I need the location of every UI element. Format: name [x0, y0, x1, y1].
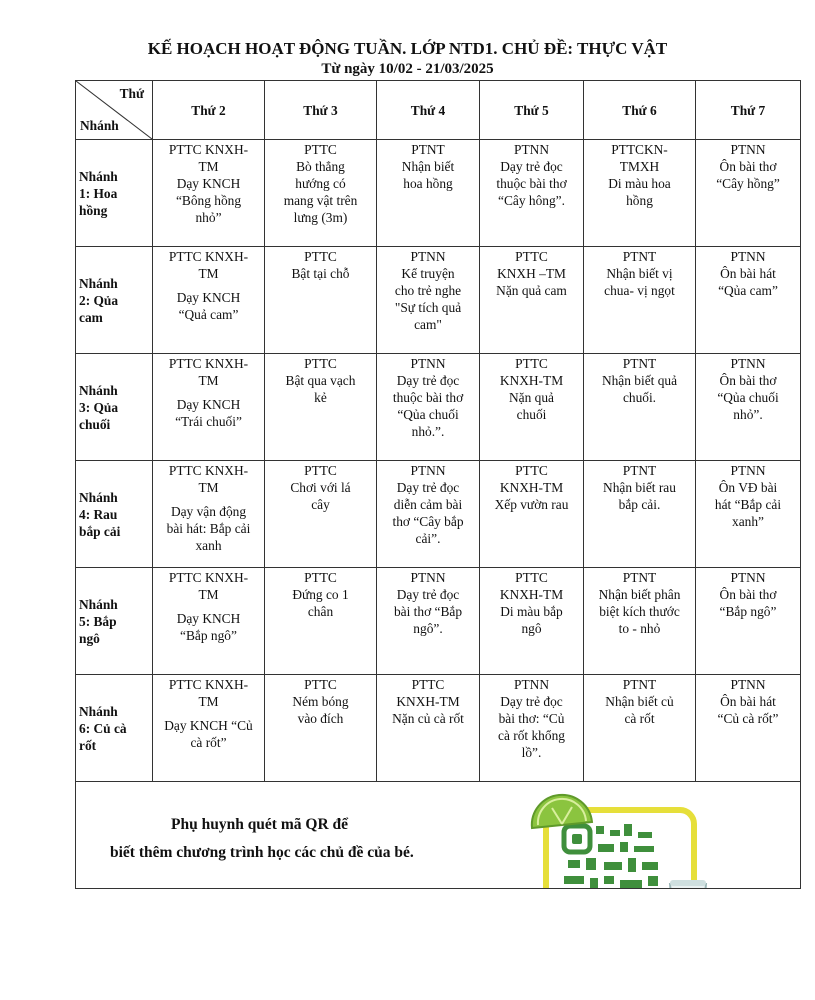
activity-line: PTTC — [304, 142, 337, 157]
activity-cell — [480, 140, 584, 247]
branch-label: Nhánh — [79, 489, 118, 505]
activity-line — [156, 496, 261, 503]
activity-line: “Bông hồng — [175, 193, 242, 208]
page-title: KẾ HOẠCH HOẠT ĐỘNG TUẦN. LỚP NTD1. CHỦ ĐỀ: THỰC VẬT — [147, 39, 668, 58]
activity-line — [156, 282, 261, 289]
activity-line: Dạy trẻ đọc — [396, 587, 460, 602]
activity-line: PTNT — [622, 356, 657, 371]
activity-line: Dạy KNCH — [176, 397, 241, 412]
activity-line: Chơi với lá — [290, 480, 351, 495]
activity-line: bài thơ “Bắp — [393, 604, 463, 619]
header-row — [76, 81, 801, 140]
activity-line: chân — [307, 604, 334, 619]
activity-line: PTNT — [622, 677, 657, 692]
activity-line: “Bắp ngô” — [180, 628, 237, 643]
activity-cell — [480, 354, 584, 461]
activity-line: chua- vị ngọt — [604, 283, 675, 298]
table-row — [76, 247, 801, 354]
activity-line: Ôn bài thơ — [719, 373, 777, 388]
activity-cell — [584, 247, 696, 354]
activity-line: PTTC — [304, 570, 337, 585]
activity-line: “Bắp ngô” — [719, 604, 777, 619]
activity-line: Bật tại chỗ — [291, 266, 350, 281]
activity-line: hát “Bắp cải — [714, 497, 782, 512]
activity-cell — [480, 461, 584, 568]
activity-line: PTTC KNXH- — [168, 356, 249, 371]
activity-line: KNXH-TM — [499, 373, 564, 388]
activity-cell — [377, 247, 480, 354]
branch-label: hồng — [79, 202, 108, 218]
day-header: Thứ 4 — [377, 81, 480, 140]
activity-line: KNXH-TM — [499, 587, 564, 602]
activity-line: nhỏ.”. — [411, 424, 445, 439]
activity-line: Di màu hoa — [608, 176, 671, 191]
activity-line: KNXH-TM — [499, 480, 564, 495]
activity-line: PTTC — [304, 356, 337, 371]
activity-cell — [265, 354, 377, 461]
corner-day-label: Thứ — [119, 86, 144, 101]
activity-line: Nhận biết vị — [606, 266, 673, 281]
activity-line: bắp cải. — [618, 497, 661, 512]
activity-line: PTNT — [411, 142, 445, 157]
activity-line: lồ”. — [521, 745, 542, 760]
activity-line: PTTC — [411, 677, 445, 692]
activity-line: PTTC KNXH- — [168, 249, 249, 264]
activity-cell — [153, 247, 265, 354]
activity-line: PTNN — [730, 463, 766, 478]
table-row — [76, 354, 801, 461]
activity-cell — [153, 461, 265, 568]
activity-line: PTNN — [410, 356, 446, 371]
activity-line: Dạy trẻ đọc — [396, 480, 460, 495]
activity-line: diễn cảm bài — [393, 497, 463, 512]
activity-line: PTTCKN- — [611, 142, 668, 157]
activity-line: TMXH — [619, 159, 660, 174]
activity-line: Nhận biết củ — [605, 694, 674, 709]
activity-line: cà rốt — [624, 711, 655, 726]
activity-cell — [584, 354, 696, 461]
activity-line: PTTC — [515, 570, 548, 585]
branch-label: 2: Qủa — [79, 292, 119, 308]
activity-line: PTTC KNXH- — [168, 677, 249, 692]
activity-line: PTTC KNXH- — [168, 142, 249, 157]
activity-line: Di màu bắp — [500, 604, 563, 619]
activity-line: Nhận biết — [401, 159, 455, 174]
activity-line: Dạy KNCH — [176, 290, 241, 305]
activity-line: PTTC — [304, 463, 337, 478]
activity-line: cải”. — [415, 531, 441, 546]
date-range: Từ ngày 10/02 - 21/03/2025 — [321, 61, 494, 77]
table-row — [76, 461, 801, 568]
activity-line: TM — [198, 373, 219, 388]
activity-cell — [377, 140, 480, 247]
activity-line: PTTC — [515, 463, 548, 478]
activity-line: thơ “Cây bắp — [392, 514, 464, 529]
activity-line: Ôn bài thơ — [719, 159, 777, 174]
activity-line: mang vật trên — [283, 193, 358, 208]
activity-cell — [265, 675, 377, 782]
activity-line: “Quả cam” — [178, 307, 239, 322]
activity-line: “Cây hồng” — [716, 176, 780, 191]
activity-line: Nặn quả — [509, 390, 554, 405]
activity-line: hướng có — [295, 176, 346, 191]
activity-line: Ôn bài hát — [720, 694, 776, 709]
branch-label: Nhánh — [79, 275, 118, 291]
branch-label: 4: Rau — [79, 506, 118, 522]
activity-line: chuối. — [622, 390, 657, 405]
activity-cell — [696, 568, 801, 675]
activity-cell — [480, 568, 584, 675]
activity-line: Xếp vườn rau — [494, 497, 569, 512]
activity-line: biệt kích thước — [599, 604, 680, 619]
corner-branch-label: Nhánh — [80, 118, 119, 133]
activity-cell — [584, 675, 696, 782]
activity-line: PTNN — [730, 570, 766, 585]
day-header: Thứ 7 — [696, 81, 801, 140]
branch-cell — [76, 461, 153, 568]
activity-cell — [265, 140, 377, 247]
branch-cell — [76, 675, 153, 782]
activity-line: Dạy trẻ đọc — [500, 694, 563, 709]
activity-cell — [480, 247, 584, 354]
activity-cell — [265, 461, 377, 568]
activity-cell — [265, 247, 377, 354]
activity-line: cà rốt khổng — [498, 728, 565, 743]
activity-line: TM — [198, 266, 219, 281]
activity-line: TM — [198, 480, 219, 495]
activity-line: thuộc bài thơ — [496, 176, 567, 191]
activity-line: PTNN — [730, 356, 766, 371]
activity-cell — [265, 568, 377, 675]
activity-line: nhỏ”. — [733, 407, 763, 422]
activity-line: TM — [198, 694, 219, 709]
branch-label: ngô — [79, 630, 100, 646]
branch-label: Nhánh — [79, 382, 118, 398]
activity-line: Nặn củ cà rốt — [392, 711, 464, 726]
activity-line: Ôn bài thơ — [719, 587, 777, 602]
activity-line: “Qủa chuối — [397, 407, 459, 422]
activity-line: Nhận biết quả — [601, 373, 678, 388]
activity-line — [156, 603, 261, 610]
activity-line — [156, 710, 261, 717]
activity-cell — [153, 568, 265, 675]
lime-icon — [532, 795, 592, 828]
branch-label: 5: Bắp — [79, 613, 117, 629]
activity-cell — [377, 354, 480, 461]
corner-header — [76, 81, 153, 140]
activity-line: Dạy KNCH — [176, 611, 241, 626]
activity-line: Dạy trẻ đọc — [500, 159, 563, 174]
activity-cell — [584, 140, 696, 247]
table-row — [76, 675, 801, 782]
day-header: Thứ 3 — [265, 81, 377, 140]
branch-cell — [76, 568, 153, 675]
branch-label: 1: Hoa — [79, 185, 118, 201]
activity-line: PTTC KNXH- — [168, 570, 249, 585]
day-header: Thứ 5 — [480, 81, 584, 140]
activity-line: “Cây hông”. — [498, 193, 565, 208]
branch-cell — [76, 247, 153, 354]
activity-line: PTNT — [622, 463, 657, 478]
activity-line: Ôn bài hát — [720, 266, 776, 281]
activity-line: Dạy KNCH “Củ — [164, 718, 253, 733]
activity-line: KNXH –TM — [497, 266, 566, 281]
activity-line: PTNN — [730, 249, 766, 264]
activity-line: kẻ — [314, 390, 327, 405]
activity-line: TM — [198, 159, 219, 174]
activity-line: hoa hồng — [403, 176, 453, 191]
activity-line: Nhận biết rau — [603, 480, 676, 495]
activity-cell — [584, 461, 696, 568]
activity-line: PTNT — [622, 249, 657, 264]
activity-line: chuối — [516, 407, 547, 422]
activity-cell — [153, 140, 265, 247]
branch-label: Nhánh — [79, 703, 118, 719]
day-header: Thứ 2 — [153, 81, 265, 140]
qr-instruction-line1: Phụ huynh quét mã QR để — [171, 816, 349, 833]
qr-row — [76, 782, 801, 889]
activity-line: ngô — [521, 621, 542, 636]
branch-label: cam — [79, 309, 103, 325]
activity-line: ngô”. — [413, 621, 443, 636]
branch-label: 6: Củ cà — [79, 720, 127, 736]
activity-line: Bật qua vạch — [285, 373, 356, 388]
activity-line: PTNN — [410, 249, 446, 264]
activity-line: PTNN — [514, 142, 549, 157]
activity-line: PTTC — [515, 356, 548, 371]
activity-line: PTNN — [730, 142, 766, 157]
activity-cell — [696, 461, 801, 568]
activity-line: nhỏ” — [195, 210, 222, 225]
activity-line: “Củ cà rốt” — [717, 711, 779, 726]
activity-line: PTTC — [515, 249, 548, 264]
activity-line: Dạy trẻ đọc — [396, 373, 460, 388]
activity-line: Ôn VĐ bài — [718, 480, 778, 495]
activity-line: bài thơ: “Củ — [498, 711, 565, 726]
activity-line — [156, 389, 261, 396]
activity-line: cho trẻ nghe — [394, 283, 462, 298]
activity-cell — [377, 461, 480, 568]
activity-line: Bò thẳng — [296, 159, 345, 174]
activity-line: thuộc bài thơ — [392, 390, 464, 405]
branch-label: Nhánh — [79, 168, 118, 184]
activity-cell — [696, 247, 801, 354]
activity-line: PTNN — [730, 677, 766, 692]
activity-line: PTNN — [410, 463, 446, 478]
activity-cell — [153, 675, 265, 782]
activity-line: "Sự tích quả — [394, 300, 462, 315]
table-row — [76, 140, 801, 247]
activity-line: “Trái chuối” — [175, 414, 242, 429]
activity-line: PTNN — [410, 570, 446, 585]
branch-label: bắp cải — [79, 523, 121, 539]
activity-line: PTTC — [304, 249, 337, 264]
activity-line: cam" — [414, 317, 442, 332]
branch-label: rốt — [79, 737, 97, 753]
activity-line: Dạy KNCH — [176, 176, 241, 191]
activity-line: PTNT — [622, 570, 657, 585]
branch-label: Nhánh — [79, 596, 118, 612]
activity-line: bài hát: Bắp cải — [166, 521, 251, 536]
activity-cell — [480, 675, 584, 782]
activity-line: KNXH-TM — [396, 694, 460, 709]
activity-line: Đứng co 1 — [292, 587, 349, 602]
activity-line: Kể truyện — [401, 266, 455, 281]
activity-line: xanh — [195, 538, 222, 553]
drink-glass-icon — [670, 880, 706, 889]
activity-line: PTTC — [304, 677, 337, 692]
activity-line: lưng (3m) — [293, 210, 348, 225]
branch-cell — [76, 354, 153, 461]
activity-cell — [377, 675, 480, 782]
activity-cell — [696, 140, 801, 247]
activity-cell — [377, 568, 480, 675]
activity-line: Ném bóng — [292, 694, 349, 709]
activity-cell — [153, 354, 265, 461]
activity-line: cây — [311, 497, 330, 512]
activity-line: “Qủa cam” — [718, 283, 778, 298]
activity-line: PTTC KNXH- — [168, 463, 249, 478]
activity-line: Nhận biết phân — [598, 587, 681, 602]
activity-cell — [584, 568, 696, 675]
day-header: Thứ 6 — [584, 81, 696, 140]
branch-label: 3: Qủa — [79, 399, 119, 415]
qr-section — [76, 782, 801, 889]
activity-line: xanh” — [732, 514, 764, 529]
table-row — [76, 568, 801, 675]
qr-instruction-line2: biết thêm chương trình học các chủ đề của bé. — [110, 844, 414, 861]
activity-line: vào đích — [297, 711, 344, 726]
activity-line: Nặn quả cam — [496, 283, 567, 298]
activity-line: cà rốt” — [190, 735, 227, 750]
qr-code-icon[interactable] — [524, 792, 724, 889]
activity-line: Dạy vận động — [170, 504, 247, 519]
activity-line: hồng — [626, 193, 653, 208]
activity-line: “Qủa chuối — [717, 390, 779, 405]
activity-cell — [696, 675, 801, 782]
activity-line: to - nhỏ — [618, 621, 661, 636]
weekly-plan-table — [75, 80, 801, 889]
activity-line: PTNN — [514, 677, 549, 692]
branch-label: chuối — [79, 416, 111, 432]
activity-cell — [696, 354, 801, 461]
branch-cell — [76, 140, 153, 247]
activity-line: TM — [198, 587, 219, 602]
